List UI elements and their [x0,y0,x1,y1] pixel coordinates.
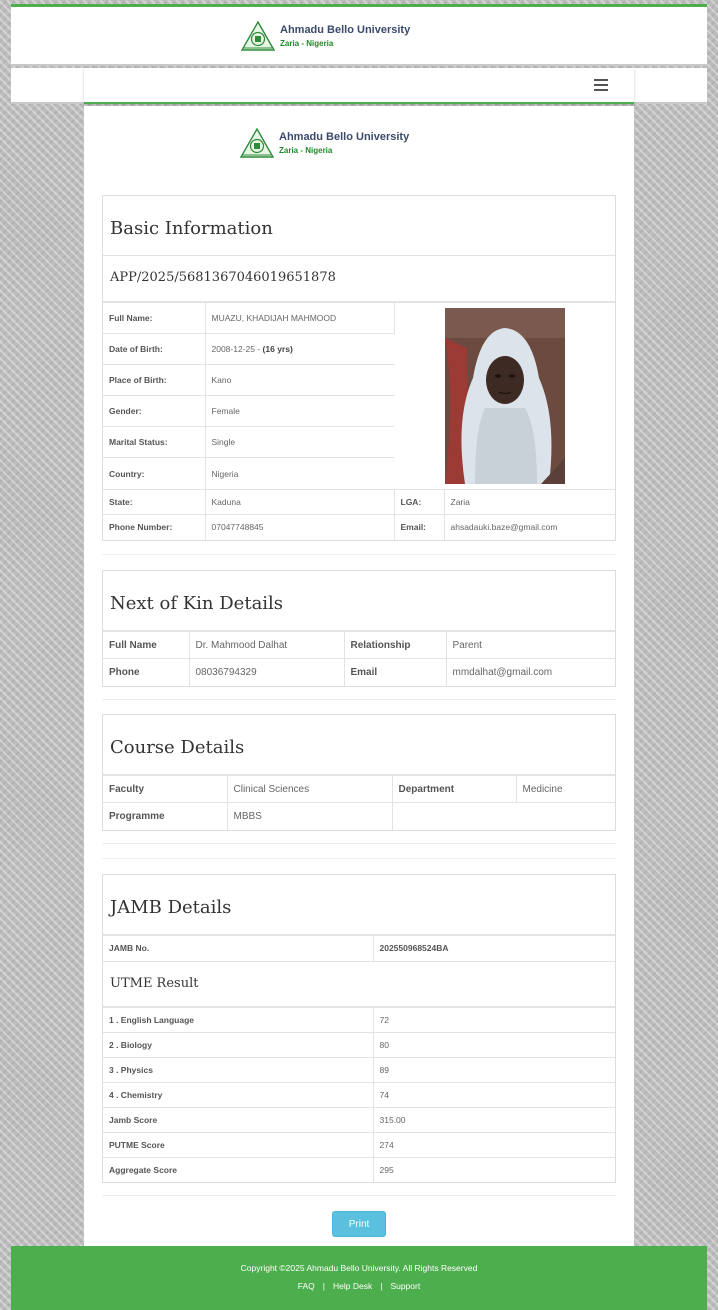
empty-cell [392,803,516,830]
kin-relationship-label: Relationship [344,632,446,659]
utme-row-value: 295 [373,1157,615,1182]
divider [102,858,616,859]
department-label: Department [392,776,516,803]
navbar [84,68,634,104]
dob-label: Date of Birth: [103,334,205,365]
department-value: Medicine [516,776,615,803]
abu-crest-icon [241,21,275,51]
kin-relationship-value: Parent [446,632,615,659]
utme-row-label: Jamb Score [103,1107,373,1132]
kin-phone-label: Phone [103,659,189,686]
country-value: Nigeria [205,458,394,490]
utme-row-label: 3 . Physics [103,1057,373,1082]
pob-value: Kano [205,365,394,396]
email-label: Email: [394,515,444,540]
panel-title: Next of Kin Details [103,571,615,631]
utme-row-value: 89 [373,1057,615,1082]
lga-value: Zaria [444,490,615,515]
kin-email-label: Email [344,659,446,686]
divider [102,554,616,555]
utme-row-value: 72 [373,1007,615,1032]
utme-row [103,1007,615,1032]
divider [102,1195,616,1196]
utme-result-title: UTME Result [103,961,615,1007]
utme-row-value: 74 [373,1082,615,1107]
jamb-number-table [103,935,615,961]
print-button[interactable]: Print [332,1211,386,1237]
copyright-text: Copyright ©2025 Ahmadu Bello University. All Rights Reserved [240,1263,478,1273]
course-details-panel [102,714,616,831]
course-details-table [103,775,615,830]
dob-date: 2008-12-25 - [211,344,263,354]
phone-label: Phone Number: [103,515,205,540]
support-link[interactable]: Support [390,1281,421,1291]
panel-title: Basic Information [103,196,615,256]
divider [102,843,616,844]
utme-row [103,1057,615,1082]
utme-row-label: 4 . Chemistry [103,1082,373,1107]
kin-phone-value: 08036794329 [189,659,344,686]
utme-row [103,1032,615,1057]
email-value: ahsadauki.baze@gmail.com [444,515,615,540]
university-location: Zaria - Nigeria [280,39,334,48]
application-number: APP/2025/5681367046019651878 [103,256,615,302]
panel-title: JAMB Details [103,875,615,935]
help-desk-link[interactable]: Help Desk [333,1281,373,1291]
next-of-kin-panel [102,570,616,687]
utme-row-label: PUTME Score [103,1132,373,1157]
lga-label: LGA: [394,490,444,515]
kin-name-value: Dr. Mahmood Dalhat [189,632,344,659]
faq-link[interactable]: FAQ [297,1281,315,1291]
utme-row [103,1157,615,1182]
country-label: Country: [103,458,205,490]
utme-row [103,1082,615,1107]
dob-value [205,334,394,365]
gender-value: Female [205,396,394,427]
utme-row-value: 80 [373,1032,615,1057]
utme-row [103,1132,615,1157]
basic-information-panel [102,195,616,541]
abu-crest-icon [240,128,274,158]
basic-info-table [103,302,615,540]
brand[interactable] [241,21,410,51]
link-separator: | [380,1281,383,1291]
state-label: State: [103,490,205,515]
marital-status-label: Marital Status: [103,427,205,458]
jamb-number-label: JAMB No. [103,936,373,961]
full-name-value: MUAZU, KHADIJAH MAHMOOD [205,303,394,334]
footer-links [11,1281,707,1291]
university-name: Ahmadu Bello University [279,131,410,143]
main-content [84,106,634,1246]
top-header [11,4,707,66]
applicant-photo [445,308,565,484]
faculty-value: Clinical Sciences [227,776,392,803]
link-separator: | [322,1281,325,1291]
state-value: Kaduna [205,490,394,515]
utme-row-value: 315.00 [373,1107,615,1132]
university-location: Zaria - Nigeria [279,146,333,155]
content-brand [240,128,409,158]
divider [102,699,616,700]
jamb-details-panel [102,874,616,1183]
pob-label: Place of Birth: [103,365,205,396]
next-of-kin-table [103,631,615,686]
hamburger-menu-icon[interactable] [594,79,608,91]
kin-name-label: Full Name [103,632,189,659]
utme-row-label: Aggregate Score [103,1157,373,1182]
photo-cell [394,303,615,490]
utme-row-value: 274 [373,1132,615,1157]
programme-value: MBBS [227,803,392,830]
programme-label: Programme [103,803,227,830]
jamb-number-value: 202550968524BA [373,936,615,961]
age: (16 yrs) [262,344,293,354]
kin-email-value: mmdalhat@gmail.com [446,659,615,686]
empty-cell [516,803,615,830]
utme-result-table [103,1007,615,1183]
utme-row [103,1107,615,1132]
footer [11,1246,707,1310]
utme-row-label: 1 . English Language [103,1007,373,1032]
faculty-label: Faculty [103,776,227,803]
university-name: Ahmadu Bello University [280,24,411,36]
gender-label: Gender: [103,396,205,427]
marital-status-value: Single [205,427,394,458]
panel-title: Course Details [103,715,615,775]
utme-row-label: 2 . Biology [103,1032,373,1057]
full-name-label: Full Name: [103,303,205,334]
phone-value: 07047748845 [205,515,394,540]
